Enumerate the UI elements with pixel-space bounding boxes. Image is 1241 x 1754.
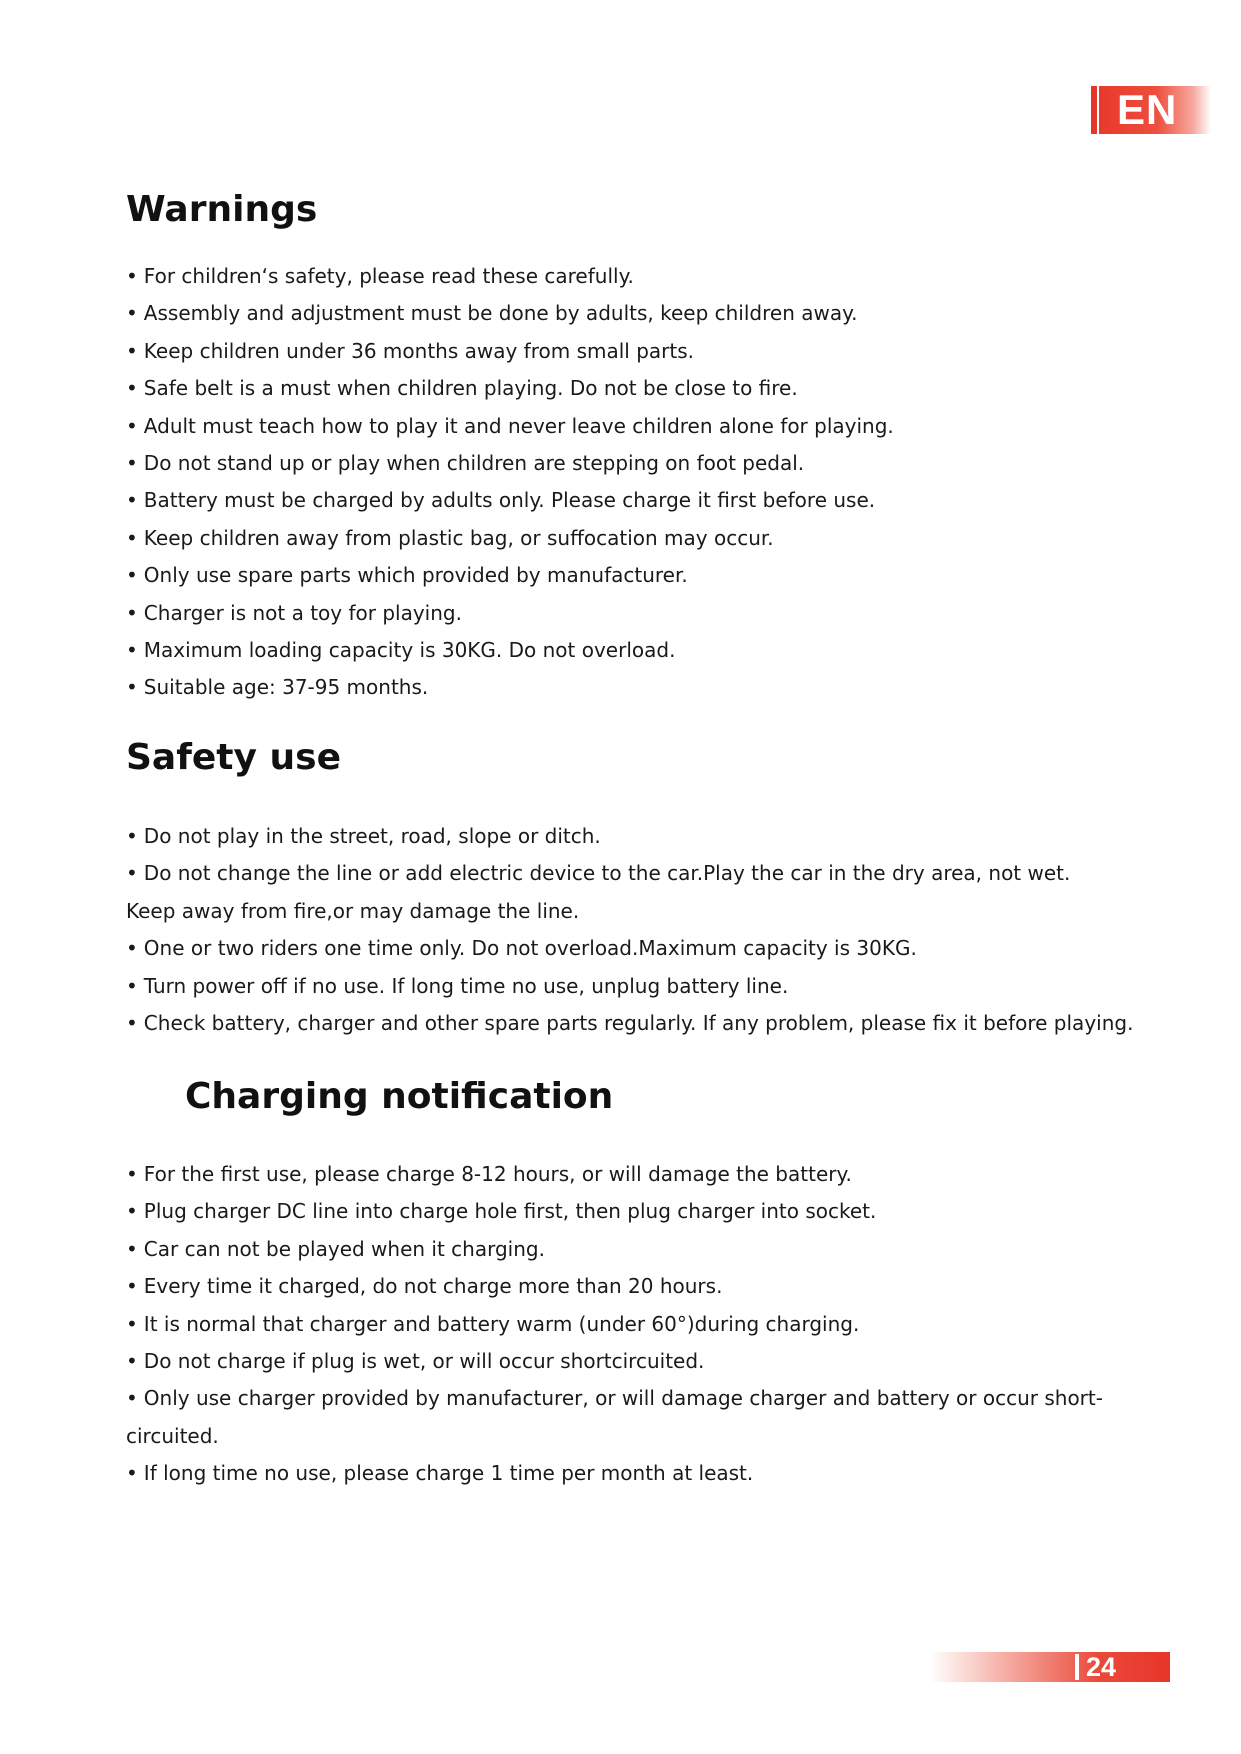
page-number: 24	[1086, 1652, 1117, 1682]
language-tab	[1091, 86, 1211, 134]
list-item: • For the first use, please charge 8-12 hours, or will damage the battery.	[126, 1162, 852, 1186]
list-item: • Battery must be charged by adults only. Please charge it first before use.	[126, 488, 876, 513]
language-tab-bar	[1091, 86, 1099, 134]
list-item: • Only use charger provided by manufacturer, or will damage charger and battery or occur short-circuited.	[126, 1386, 1103, 1448]
list-item: • One or two riders one time only. Do not overload.Maximum capacity is 30KG.	[126, 936, 917, 961]
list-item: • Charger is not a toy for playing.	[126, 600, 462, 625]
safety-use-list	[126, 818, 1134, 1042]
list-item: • Car can not be played when it charging.	[126, 1236, 545, 1261]
warnings-list	[126, 258, 1126, 707]
page-number-bar	[1075, 1654, 1079, 1680]
charging-notification-list	[126, 1156, 1126, 1493]
charging-notification-heading: Charging notification	[185, 1076, 614, 1117]
list-item: • Only use spare parts which provided by manufacturer.	[126, 563, 688, 588]
list-item: • Turn power off if no use. If long time no use, unplug battery line.	[126, 973, 789, 998]
language-code: EN	[1117, 86, 1178, 133]
list-item: • Check battery, charger and other spare parts regularly. If any problem, please fix it before playing.	[126, 1011, 1134, 1036]
safety-use-heading: Safety use	[126, 737, 341, 778]
list-item: • Keep children under 36 months away from small parts.	[126, 338, 694, 363]
warnings-heading: Warnings	[126, 189, 318, 230]
list-item: • Every time it charged, do not charge more than 20 hours.	[126, 1274, 723, 1299]
list-item: • Do not stand up or play when children are stepping on foot pedal.	[126, 451, 805, 476]
page-number-tab	[930, 1652, 1170, 1682]
list-item: • Do not play in the street, road, slope or ditch.	[126, 824, 601, 848]
list-item: • Plug charger DC line into charge hole first, then plug charger into socket.	[126, 1199, 877, 1224]
list-item: • If long time no use, please charge 1 time per month at least.	[126, 1461, 754, 1486]
list-item: • Assembly and adjustment must be done by adults, keep children away.	[126, 301, 858, 326]
list-item: • Safe belt is a must when children playing. Do not be close to fire.	[126, 376, 798, 401]
list-item: • It is normal that charger and battery warm (under 60°)during charging.	[126, 1311, 860, 1336]
list-item: • Maximum loading capacity is 30KG. Do not overload.	[126, 638, 676, 663]
list-item: • Do not change the line or add electric device to the car.Play the car in the dry area, not wet. Keep away from fire,or may damage the line.	[126, 861, 1071, 923]
list-item: • Keep children away from plastic bag, or suffocation may occur.	[126, 525, 774, 550]
list-item: • Do not charge if plug is wet, or will occur shortcircuited.	[126, 1349, 705, 1374]
list-item: • For children‘s safety, please read these carefully.	[126, 264, 634, 288]
list-item: • Adult must teach how to play it and never leave children alone for playing.	[126, 413, 894, 438]
list-item: • Suitable age: 37-95 months.	[126, 675, 429, 700]
